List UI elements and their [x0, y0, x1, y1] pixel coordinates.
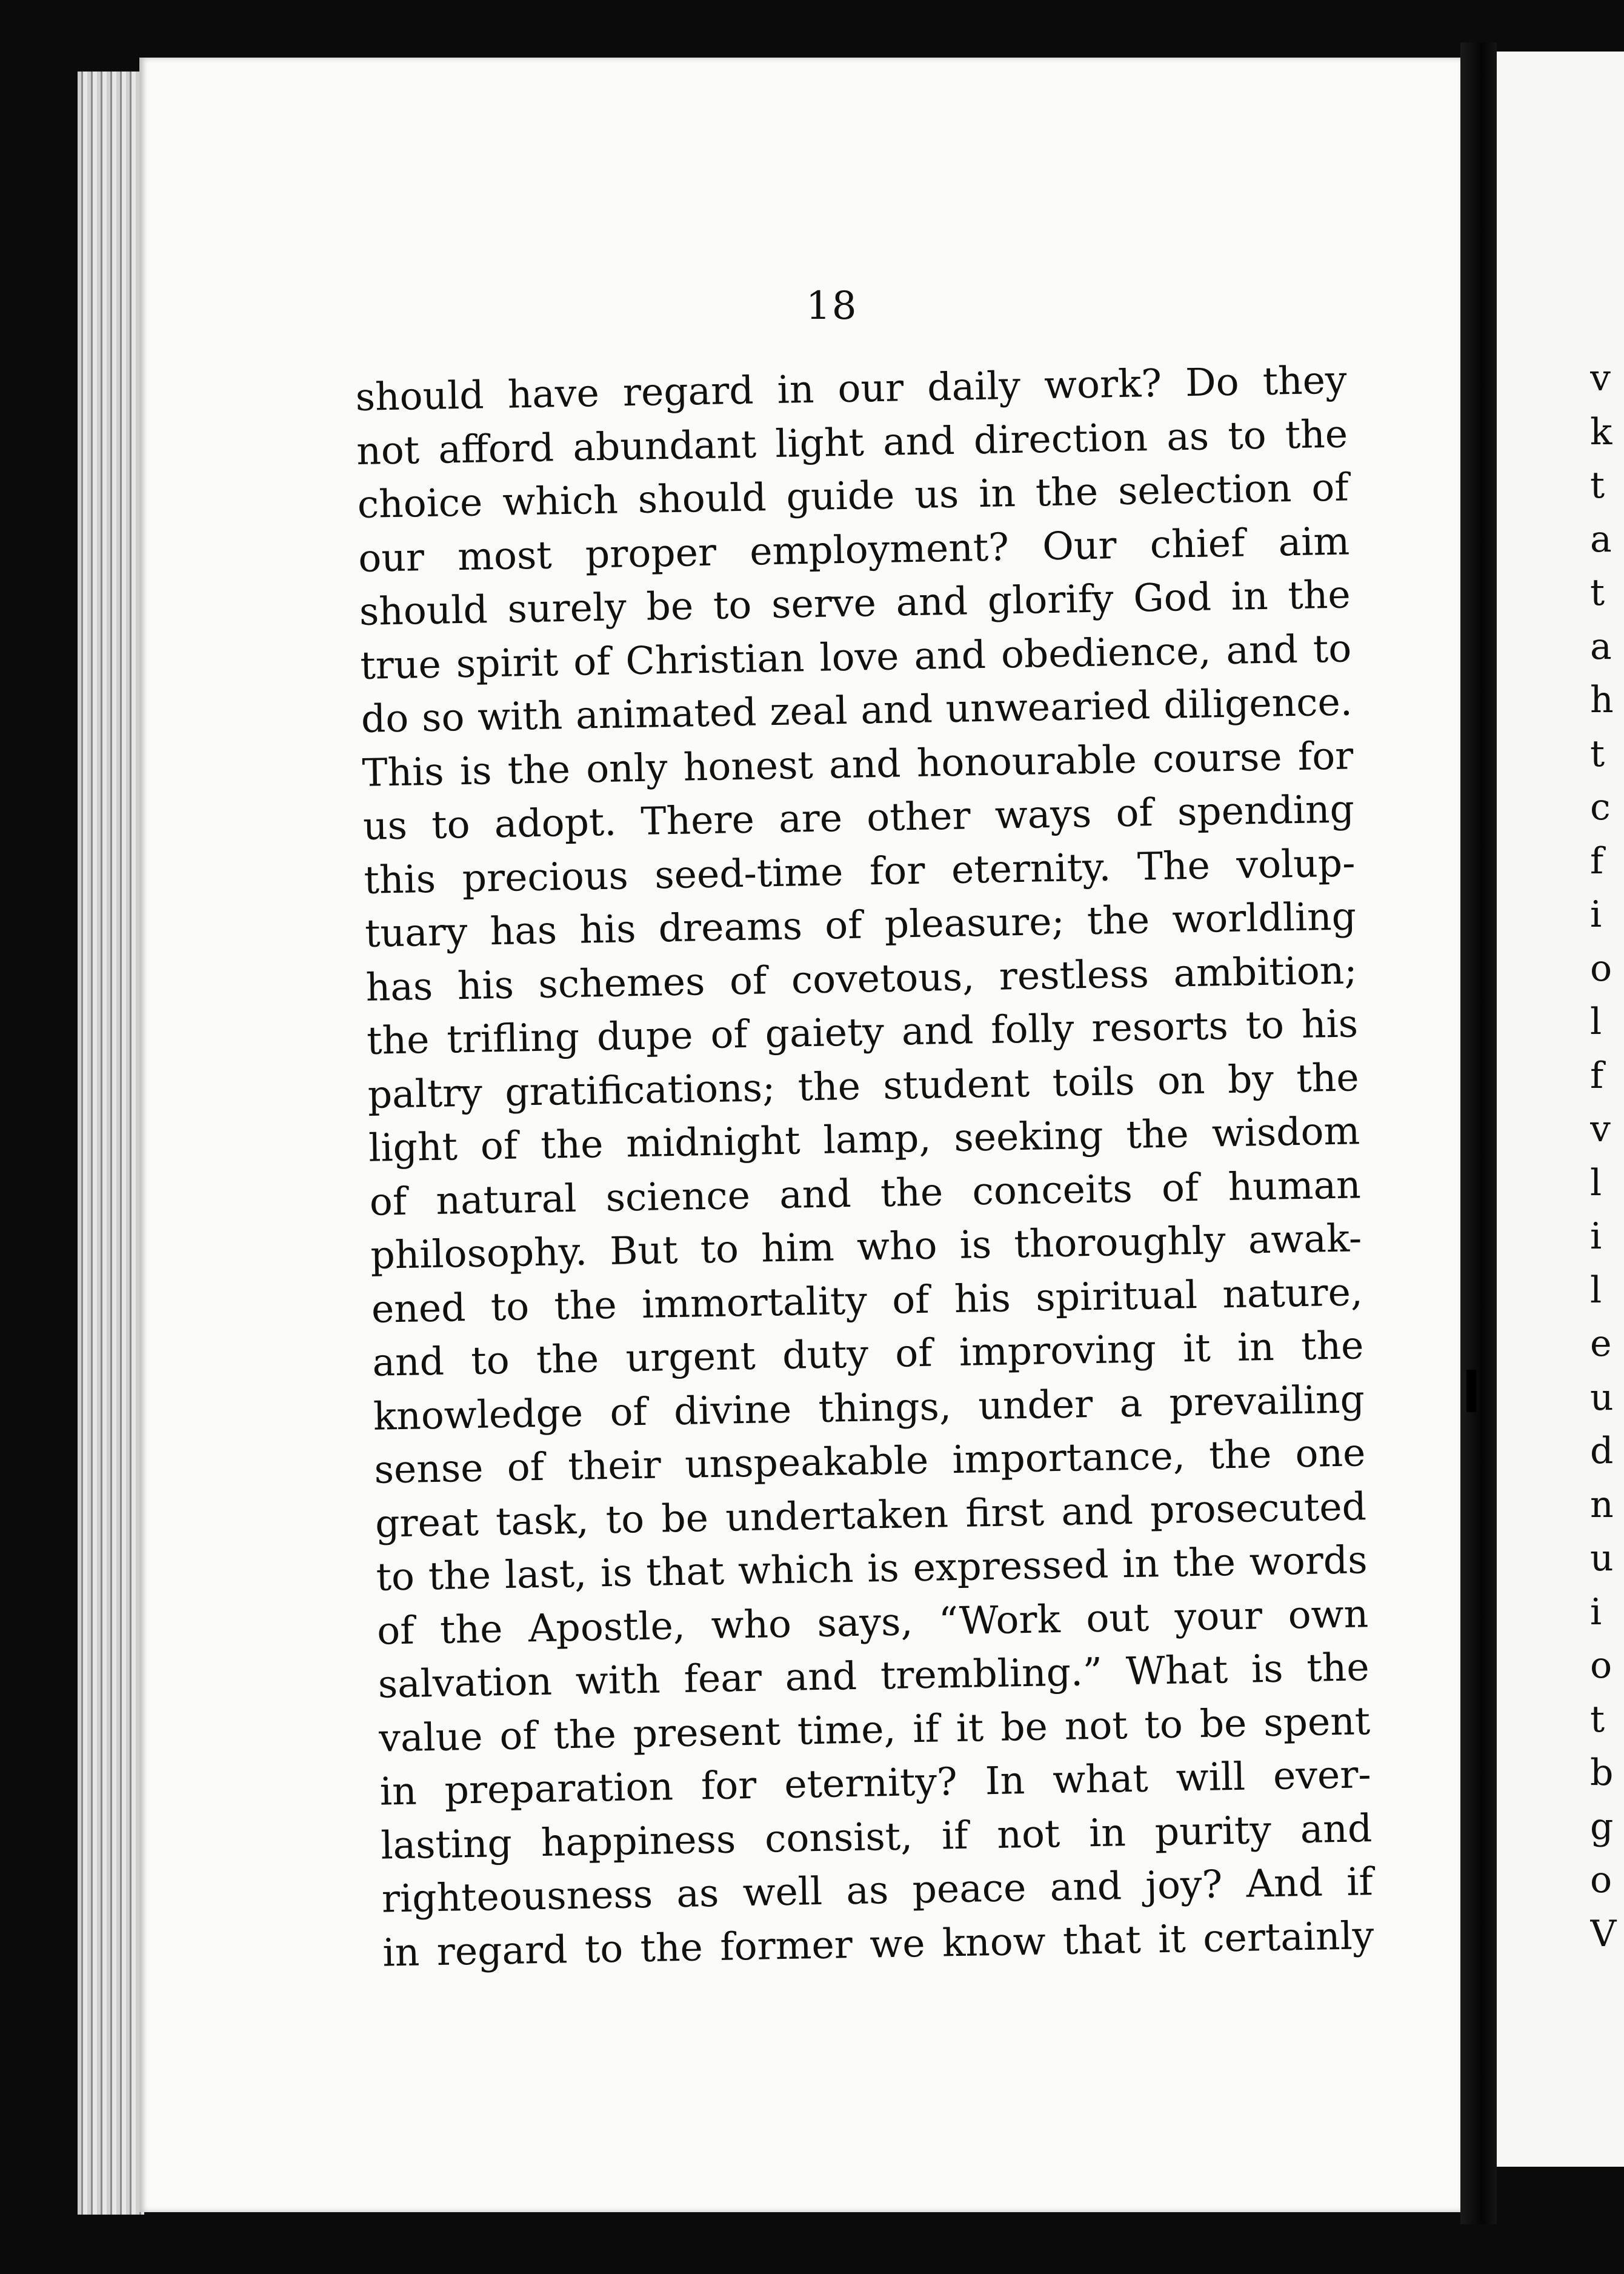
book-gutter	[1460, 42, 1497, 2224]
facing-page-letter: a	[1590, 518, 1612, 561]
text-line: has his schemes of covetous, restless ambition;	[365, 947, 1358, 1010]
facing-page-letter: i	[1590, 1215, 1602, 1258]
text-line: righteousness as well as peace and joy? And if	[381, 1859, 1374, 1921]
text-line: This is the only honest and honourable course for	[361, 733, 1354, 795]
facing-page-letter: h	[1590, 679, 1614, 721]
page-number: 18	[806, 284, 858, 328]
text-line: paltry gratifications; the student toils on by the	[367, 1055, 1360, 1117]
text-line: tuary has his dreams of pleasure; the worldling	[364, 894, 1357, 956]
facing-page-letter: o	[1590, 1859, 1612, 1901]
facing-page-letter: i	[1590, 1590, 1602, 1633]
text-line: should have regard in our daily work? Do they	[355, 358, 1348, 419]
text-line: salvation with fear and trembling.” What is the	[378, 1645, 1370, 1707]
facing-page-letter: V	[1590, 1912, 1617, 1955]
text-line: in preparation for eternity? In what will ever-	[379, 1752, 1372, 1814]
page-edges	[78, 72, 144, 2215]
text-line: light of the midnight lamp, seeking the wisdom	[368, 1109, 1360, 1170]
facing-page-letter: i	[1590, 893, 1602, 936]
facing-page-letter: b	[1590, 1752, 1614, 1794]
facing-page-letter: t	[1590, 572, 1605, 614]
facing-page-letter: u	[1590, 1376, 1614, 1419]
facing-page-edge-text	[1590, 352, 1624, 1961]
facing-page-letter: o	[1590, 1644, 1612, 1687]
facing-page-letter: e	[1590, 1322, 1612, 1365]
facing-page-letter: v	[1590, 357, 1611, 399]
text-line: the trifling dupe of gaiety and folly resorts to his	[366, 1001, 1359, 1063]
facing-page-letter: t	[1590, 1698, 1605, 1741]
text-line: and to the urgent duty of improving it in the	[371, 1323, 1364, 1385]
text-line: lasting happiness consist, if not in purity and	[380, 1806, 1373, 1868]
facing-page-letter: v	[1590, 1108, 1611, 1150]
facing-page-letter: d	[1590, 1430, 1614, 1472]
facing-page-letter: a	[1590, 625, 1612, 668]
spine-mark	[1466, 1370, 1476, 1412]
text-line: sense of their unspeakable importance, the one	[374, 1430, 1366, 1492]
facing-page-letter: t	[1590, 464, 1605, 507]
text-line: choice which should guide us in the selection of	[357, 465, 1349, 527]
facing-page-letter: l	[1590, 1161, 1602, 1204]
text-line: in regard to the former we know that it certainly	[382, 1913, 1374, 1975]
text-line: value of the present time, if it be not to be spent	[378, 1698, 1371, 1761]
facing-page-letter: g	[1590, 1805, 1614, 1848]
text-line: to the last, is that which is expressed in the words	[376, 1538, 1368, 1599]
facing-page-letter: o	[1590, 947, 1612, 990]
text-line: of natural science and the conceits of human	[369, 1162, 1362, 1224]
text-line: of the Apostle, who says, “Work out your own	[376, 1591, 1369, 1653]
text-line: this precious seed-time for eternity. The volup-	[364, 840, 1356, 902]
text-line: true spirit of Christian love and obedience, and to	[359, 625, 1352, 688]
text-line: do so with animated zeal and unwearied diligence.	[361, 679, 1353, 741]
facing-page-letter: u	[1590, 1537, 1614, 1579]
facing-page-letter: c	[1590, 786, 1611, 829]
facing-page-letter: f	[1590, 1054, 1604, 1097]
text-line: great task, to be undertaken first and prosecuted	[374, 1484, 1367, 1546]
text-line: ened to the immortality of his spiritual nature,	[371, 1269, 1363, 1332]
facing-page-letter: t	[1590, 732, 1605, 775]
text-line: us to adopt. There are other ways of spending	[362, 787, 1355, 849]
facing-page-letter: l	[1590, 1269, 1602, 1312]
text-line: our most proper employment? Our chief aim	[358, 518, 1350, 581]
text-line: philosophy. But to him who is thoroughly awak-	[370, 1216, 1362, 1278]
facing-page-letter: n	[1590, 1483, 1614, 1526]
facing-page-letter: f	[1590, 839, 1604, 882]
facing-page-letter: l	[1590, 1001, 1602, 1043]
body-text	[355, 353, 1374, 1979]
facing-page-letter: k	[1590, 410, 1612, 453]
text-line: not afford abundant light and direction as to the	[356, 411, 1348, 473]
text-line: should surely be to serve and glorify God in the	[359, 572, 1351, 634]
text-line: knowledge of divine things, under a prevailing	[373, 1376, 1365, 1439]
